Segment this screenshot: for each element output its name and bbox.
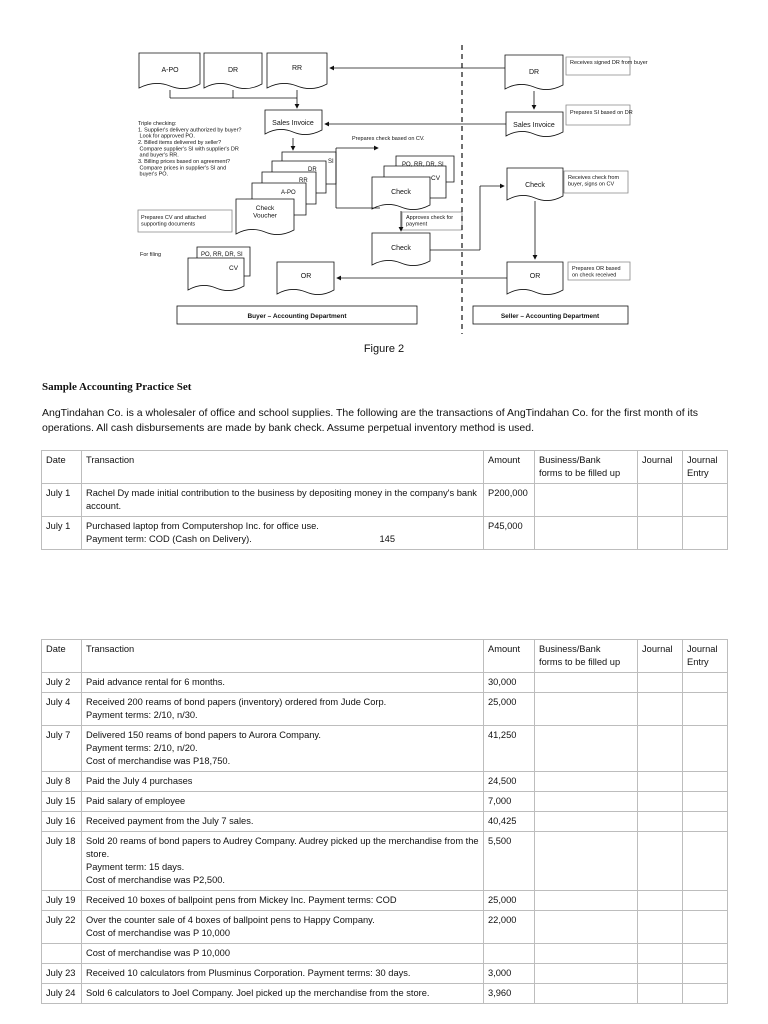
seller-check-note: Receives check from buyer, signs on CV (568, 175, 620, 188)
cell-amount: P45,000 (484, 517, 535, 550)
table-header-row (42, 640, 728, 673)
table-row (42, 693, 728, 726)
approves-note: Approves check for payment (406, 215, 454, 228)
cell-date: July 4 (42, 693, 82, 726)
prepares-check-note: Prepares check based on CV. (352, 136, 425, 142)
header-forms: Business/Bank forms to be filled up (535, 451, 638, 484)
cell-journal-entry[interactable] (683, 517, 728, 550)
stack-apo: A-PO (281, 190, 296, 196)
cell-amount: 3,960 (484, 984, 535, 1004)
filing-stack-label: PO, RR, DR, SI (201, 252, 243, 258)
cell-date: July 15 (42, 792, 82, 812)
cell-date: July 23 (42, 964, 82, 984)
cell-amount: 41,250 (484, 726, 535, 772)
cell-journal[interactable] (638, 673, 683, 693)
cell-forms[interactable] (535, 517, 638, 550)
cv-stack-label: PO, RR, DR, SI (402, 162, 444, 168)
for-filing-label: For filing (140, 252, 162, 258)
cell-journal-entry[interactable] (683, 693, 728, 726)
cell-transaction: Paid advance rental for 6 months. (82, 673, 484, 693)
cell-journal[interactable] (638, 792, 683, 812)
cell-forms[interactable] (535, 812, 638, 832)
cell-date: July 2 (42, 673, 82, 693)
cell-transaction: Rachel Dy made initial contribution to the business by depositing money in the company's bank account. (82, 484, 484, 517)
intro-paragraph: AngTindahan Co. is a wholesaler of office and school supplies. The following are the transactions of AngTindahan Co. for the first month of its operations. All cash disbursements are made by bank check. Assume perpetual inventory method is used. (42, 407, 699, 434)
cell-transaction: Sold 20 reams of bond papers to Audrey Company. Audrey picked up the merchandise from the store. Payment term: 15 days. Cost of merchandise was P2,500. (82, 832, 484, 891)
cell-forms[interactable] (535, 964, 638, 984)
cell-amount: 22,000 (484, 911, 535, 944)
cell-journal[interactable] (638, 944, 683, 964)
cell-journal-entry[interactable] (683, 964, 728, 984)
cell-date: July 1 (42, 484, 82, 517)
cell-date: July 16 (42, 812, 82, 832)
transactions-table-1 (41, 450, 728, 550)
seller-si-note: Prepares SI based on DR (570, 110, 633, 116)
triple-checking-text: Triple checking: 1. Supplier's delivery authorized by buyer? Look for approved PO. 2. Billed items delivered by seller? Compare supplier's SI with supplier's DR and buyer's RR. 3. Billing prices based on agreement? Compare prices in supplier's SI and buyer's PO. (138, 121, 242, 178)
approved-check-label: Check (391, 245, 411, 252)
cell-forms[interactable] (535, 772, 638, 792)
table-row (42, 812, 728, 832)
table-row (42, 517, 728, 550)
header-amount: Amount (484, 640, 535, 673)
header-date: Date (42, 640, 82, 673)
cell-journal-entry[interactable] (683, 891, 728, 911)
cell-journal[interactable] (638, 984, 683, 1004)
table-row (42, 726, 728, 772)
cell-journal[interactable] (638, 772, 683, 792)
seller-check-label: Check (525, 182, 545, 189)
seller-dept-label: Seller – Accounting Department (500, 313, 600, 320)
figure-caption: Figure 2 (363, 343, 405, 355)
seller-si-label: Sales Invoice (513, 122, 555, 129)
check-voucher-label: Check Voucher (253, 205, 277, 220)
table-row (42, 832, 728, 891)
table-header-row (42, 451, 728, 484)
cell-forms[interactable] (535, 944, 638, 964)
cell-date: July 18 (42, 832, 82, 891)
cell-transaction: Received 10 boxes of ballpoint pens from Mickey Inc. Payment terms: COD (82, 891, 484, 911)
cell-amount: 25,000 (484, 891, 535, 911)
cell-journal-entry[interactable] (683, 792, 728, 812)
cell-journal-entry[interactable] (683, 812, 728, 832)
cell-forms[interactable] (535, 792, 638, 812)
cell-forms[interactable] (535, 984, 638, 1004)
section-title: Sample Accounting Practice Set (42, 381, 192, 393)
table-row (42, 673, 728, 693)
stack-dr: DR (308, 167, 317, 173)
cell-forms[interactable] (535, 726, 638, 772)
cell-journal[interactable] (638, 484, 683, 517)
header-journal-entry: Journal Entry (683, 640, 728, 673)
seller-or-note: Prepares OR based on check received (572, 266, 621, 279)
cell-amount: 24,500 (484, 772, 535, 792)
cell-transaction: Delivered 150 reams of bond papers to Aurora Company. Payment terms: 2/10, n/20. Cost of merchandise was P18,750. (82, 726, 484, 772)
header-amount: Amount (484, 451, 535, 484)
cell-date: July 1 (42, 517, 82, 550)
doc-apo-label: A-PO (161, 67, 179, 74)
cv-label: CV (431, 175, 441, 182)
table-row (42, 891, 728, 911)
cell-forms[interactable] (535, 832, 638, 891)
cell-transaction: Paid salary of employee (82, 792, 484, 812)
seller-dr-label: DR (528, 69, 540, 76)
cell-amount (484, 944, 535, 964)
cell-date: July 8 (42, 772, 82, 792)
seller-or-label: OR (529, 273, 541, 280)
cell-journal[interactable] (638, 517, 683, 550)
cell-amount: 7,000 (484, 792, 535, 812)
table-row (42, 944, 728, 964)
cell-forms[interactable] (535, 673, 638, 693)
table-row (42, 911, 728, 944)
cell-transaction: Over the counter sale of 4 boxes of ballpoint pens to Happy Company. Cost of merchandise was P 10,000 (82, 911, 484, 944)
cell-transaction: Paid the July 4 purchases (82, 772, 484, 792)
buyer-si-label: Sales Invoice (272, 120, 314, 127)
table-row (42, 792, 728, 812)
cell-journal-entry[interactable] (683, 726, 728, 772)
cell-amount: 3,000 (484, 964, 535, 984)
cell-date: July 22 (42, 911, 82, 944)
cell-transaction: Received 200 reams of bond papers (inventory) ordered from Jude Corp. Payment terms: 2/10, n/30. (82, 693, 484, 726)
cell-amount: P200,000 (484, 484, 535, 517)
cell-transaction: Sold 6 calculators to Joel Company. Joel picked up the merchandise from the store. (82, 984, 484, 1004)
cell-amount: 5,500 (484, 832, 535, 891)
stack-rr: RR (299, 178, 308, 184)
cell-journal[interactable] (638, 812, 683, 832)
doc-dr-label: DR (227, 67, 239, 74)
header-forms: Business/Bank forms to be filled up (535, 640, 638, 673)
prepares-cv-note: Prepares CV and attached supporting documents (141, 215, 206, 228)
transactions-table-2 (41, 639, 728, 1004)
cell-journal-entry[interactable] (683, 984, 728, 1004)
buyer-dept-label: Buyer – Accounting Department (247, 313, 347, 320)
cell-journal-entry[interactable] (683, 911, 728, 944)
cell-journal-entry[interactable] (683, 484, 728, 517)
cell-forms[interactable] (535, 891, 638, 911)
doc-rr-label: RR (291, 65, 303, 72)
table-row (42, 964, 728, 984)
header-journal-entry: Journal Entry (683, 451, 728, 484)
header-transaction: Transaction (82, 640, 484, 673)
table-row (42, 484, 728, 517)
document-flow-diagram (0, 0, 768, 340)
filing-cv-label: CV (229, 265, 239, 272)
cell-date: July 7 (42, 726, 82, 772)
cell-amount: 40,425 (484, 812, 535, 832)
cell-journal-entry[interactable] (683, 772, 728, 792)
cell-forms[interactable] (535, 693, 638, 726)
cell-transaction: Cost of merchandise was P 10,000 (82, 944, 484, 964)
cell-amount: 30,000 (484, 673, 535, 693)
buyer-or-label: OR (300, 273, 312, 280)
cell-journal-entry[interactable] (683, 832, 728, 891)
cell-forms[interactable] (535, 484, 638, 517)
cell-journal[interactable] (638, 891, 683, 911)
seller-dr-note: Receives signed DR from buyer (570, 60, 648, 66)
cell-transaction: Received 10 calculators from Plusminus Corporation. Payment terms: 30 days. (82, 964, 484, 984)
cell-journal[interactable] (638, 964, 683, 984)
table-row (42, 984, 728, 1004)
cell-amount: 25,000 (484, 693, 535, 726)
cell-forms[interactable] (535, 911, 638, 944)
header-date: Date (42, 451, 82, 484)
cell-date: July 19 (42, 891, 82, 911)
cell-transaction: Received payment from the July 7 sales. (82, 812, 484, 832)
header-journal: Journal (638, 640, 683, 673)
cell-journal[interactable] (638, 832, 683, 891)
table-row (42, 772, 728, 792)
page-number: 145 (379, 534, 395, 544)
cell-date: July 24 (42, 984, 82, 1004)
check-label: Check (391, 189, 411, 196)
cell-journal[interactable] (638, 693, 683, 726)
filing-cv-shape (188, 258, 244, 291)
header-journal: Journal (638, 451, 683, 484)
cell-journal[interactable] (638, 726, 683, 772)
cell-journal-entry[interactable] (683, 944, 728, 964)
cell-journal[interactable] (638, 911, 683, 944)
cell-journal-entry[interactable] (683, 673, 728, 693)
cell-transaction: Purchased laptop from Computershop Inc. for office use. Payment term: COD (Cash on Delivery). 145 (82, 517, 484, 550)
cell-date (42, 944, 82, 964)
header-transaction: Transaction (82, 451, 484, 484)
stack-si: SI (328, 159, 334, 165)
